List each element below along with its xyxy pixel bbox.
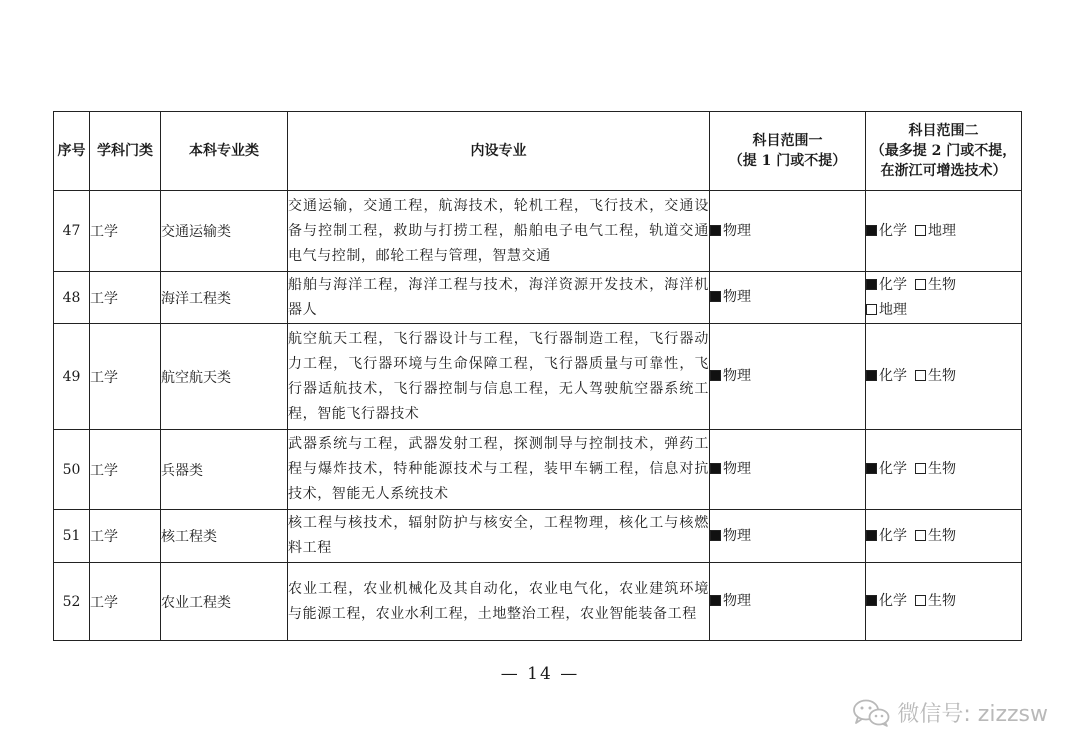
checked-box-icon (710, 530, 721, 541)
watermark (851, 697, 1048, 728)
unchecked-box-icon (915, 279, 926, 290)
cell-scope2 (866, 563, 1022, 641)
header-seq: 序号 (54, 112, 90, 191)
header-scope1-title: 科目范围一 (752, 133, 823, 149)
scope2-subject: 地理 (928, 222, 956, 239)
scope2-subject: 化学 (879, 593, 907, 609)
checked-box-icon (866, 370, 877, 381)
unchecked-box-icon (915, 370, 926, 381)
cell-inner-majors: 航空航天工程，飞行器设计与工程，飞行器制造工程，飞行器动力工程，飞行器环境与生命保障工程，飞行器质量与可靠性，飞行器适航技术，飞行器控制与信息工程，无人驾驶航空器系统工程，智能飞行器技术 (288, 324, 710, 430)
cell-seq: 49 (54, 324, 90, 430)
cell-scope1 (710, 324, 866, 430)
cell-seq: 47 (54, 191, 90, 272)
cell-major-class: 核工程类 (161, 510, 288, 563)
cell-seq: 52 (54, 563, 90, 641)
cell-scope1 (710, 272, 866, 324)
cell-major-class: 农业工程类 (161, 563, 288, 641)
cell-seq: 51 (54, 510, 90, 563)
scope2-subject: 生物 (928, 593, 956, 609)
cell-category: 工学 (90, 510, 161, 563)
scope2-subject: 生物 (928, 276, 956, 293)
unchecked-box-icon (915, 463, 926, 474)
header-scope1-note: （提 1 门或不提） (728, 153, 847, 169)
cell-scope2 (866, 324, 1022, 430)
cell-inner-majors: 交通运输，交通工程，航海技术，轮机工程，飞行技术，交通设备与控制工程，救助与打捞工程，船舶电子电气工程，轨道交通电气与控制，邮轮工程与管理，智慧交通 (288, 191, 710, 272)
cell-inner-majors: 农业工程，农业机械化及其自动化，农业电气化，农业建筑环境与能源工程，农业水利工程，土地整治工程，农业智能装备工程 (288, 563, 710, 641)
checked-box-icon (866, 279, 877, 290)
header-major-class: 本科专业类 (161, 112, 288, 191)
scope2-subject: 化学 (879, 527, 907, 544)
cell-inner-majors: 船舶与海洋工程，海洋工程与技术，海洋资源开发技术，海洋机器人 (288, 272, 710, 324)
cell-category: 工学 (90, 191, 161, 272)
scope2-subject: 化学 (879, 461, 907, 477)
scope1-subject: 物理 (723, 289, 751, 305)
header-scope2-note1: （最多提 2 门或不提， (870, 143, 1017, 159)
unchecked-box-icon (915, 595, 926, 606)
scope1-subject: 物理 (723, 368, 751, 384)
scope1-subject: 物理 (723, 222, 751, 239)
scope2-subject: 生物 (928, 461, 956, 477)
checked-box-icon (866, 463, 877, 474)
cell-scope2 (866, 510, 1022, 563)
scope1-subject: 物理 (723, 593, 751, 609)
checked-box-icon (710, 225, 721, 236)
header-scope1 (710, 112, 866, 191)
subject-requirements-table (53, 111, 1022, 641)
page-number: — 14 — (500, 664, 580, 684)
unchecked-box-icon (915, 225, 926, 236)
header-inner-majors: 内设专业 (288, 112, 710, 191)
wechat-icon (851, 698, 891, 728)
scope2-subject: 生物 (928, 527, 956, 544)
table-row (54, 510, 1022, 563)
checked-box-icon (866, 530, 877, 541)
cell-scope1 (710, 510, 866, 563)
scope2-subject: 化学 (879, 222, 907, 239)
cell-scope2 (866, 430, 1022, 510)
cell-category: 工学 (90, 430, 161, 510)
table-row (54, 430, 1022, 510)
cell-major-class: 交通运输类 (161, 191, 288, 272)
scope2-subject: 化学 (879, 276, 907, 293)
cell-category: 工学 (90, 563, 161, 641)
checked-box-icon (710, 370, 721, 381)
cell-major-class: 航空航天类 (161, 324, 288, 430)
watermark-text: 微信号: zizzsw (897, 702, 1048, 727)
scope1-subject: 物理 (723, 461, 751, 477)
checked-box-icon (710, 463, 721, 474)
cell-seq: 48 (54, 272, 90, 324)
cell-major-class: 海洋工程类 (161, 272, 288, 324)
header-scope2-title: 科目范围二 (908, 123, 979, 139)
checked-box-icon (710, 291, 721, 302)
checked-box-icon (710, 595, 721, 606)
scope1-subject: 物理 (723, 527, 751, 544)
header-scope2 (866, 112, 1022, 191)
cell-scope1 (710, 191, 866, 272)
table-row (54, 563, 1022, 641)
cell-category: 工学 (90, 324, 161, 430)
scope2-subject: 生物 (928, 368, 956, 384)
unchecked-box-icon (866, 304, 877, 315)
cell-major-class: 兵器类 (161, 430, 288, 510)
header-category: 学科门类 (90, 112, 161, 191)
cell-category: 工学 (90, 272, 161, 324)
checked-box-icon (866, 595, 877, 606)
cell-scope1 (710, 430, 866, 510)
cell-scope1 (710, 563, 866, 641)
cell-inner-majors: 武器系统与工程，武器发射工程，探测制导与控制技术，弹药工程与爆炸技术，特种能源技术与工程，装甲车辆工程，信息对抗技术，智能无人系统技术 (288, 430, 710, 510)
cell-scope2 (866, 191, 1022, 272)
table-row (54, 191, 1022, 272)
scope2-subject: 地理 (879, 301, 907, 318)
cell-inner-majors: 核工程与核技术，辐射防护与核安全，工程物理，核化工与核燃料工程 (288, 510, 710, 563)
cell-seq: 50 (54, 430, 90, 510)
table-row (54, 324, 1022, 430)
cell-scope2 (866, 272, 1022, 324)
checked-box-icon (866, 225, 877, 236)
unchecked-box-icon (915, 530, 926, 541)
table-row (54, 272, 1022, 324)
header-scope2-note2: 在浙江可增选技术） (880, 163, 1007, 179)
scope2-subject: 化学 (879, 368, 907, 384)
table-header-row (54, 112, 1022, 191)
